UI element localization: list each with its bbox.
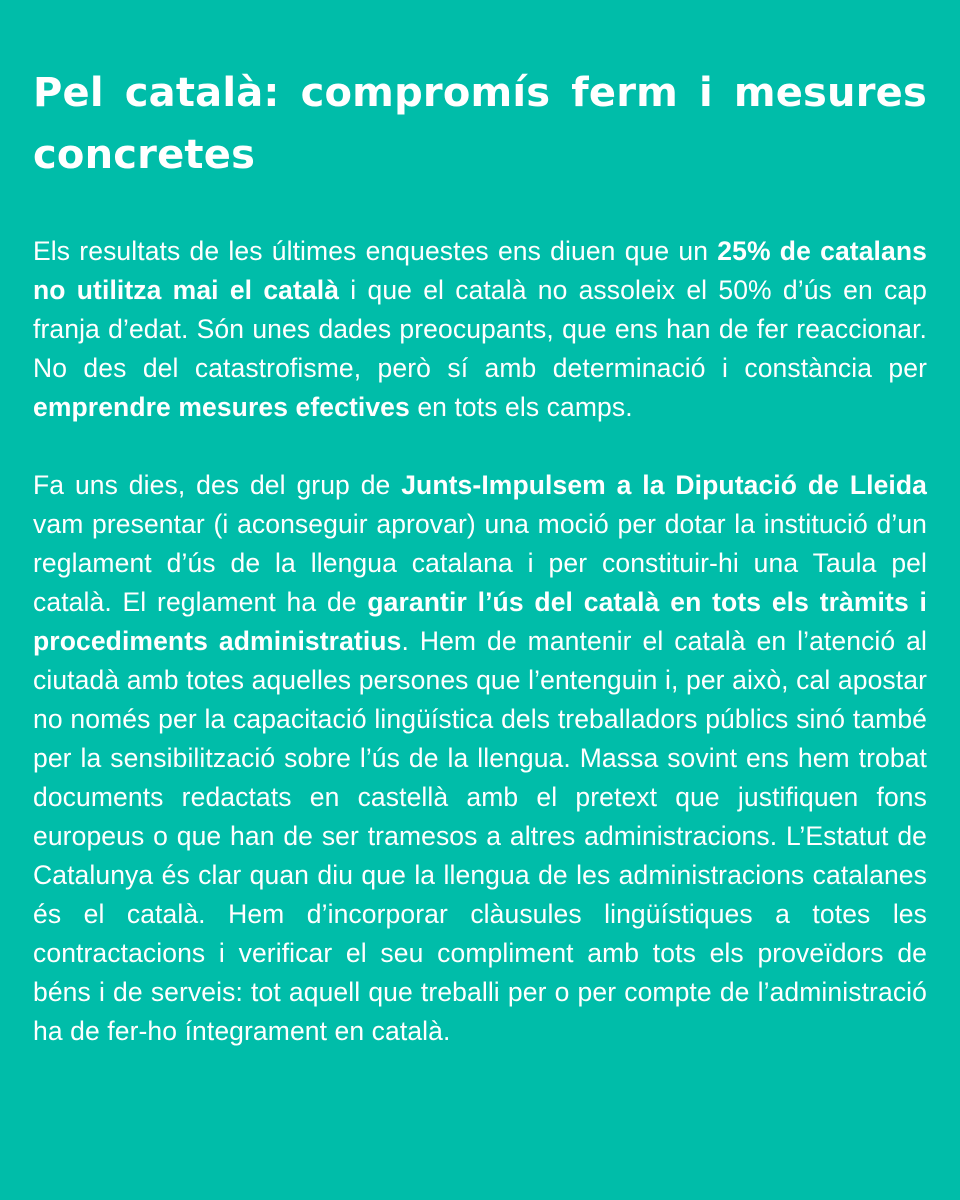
- paragraph-text: . Hem de mantenir el català en l’atenció al ciutadà amb totes aquelles persones que l’entenguin i, per això, cal apostar no només per la capacitació lingüística dels treballadors públics sinó també per la sensibilització sobre l’ús de la llengua. Massa sovint ens hem trobat documents redactats en castellà amb el pretext que justifiquen fons europeus o que han de ser tramesos a altres administracions. L’Estatut de Catalunya és clar quan diu que la llengua de les administracions catalanes és el català. Hem d’incorporar clàusules lingüístiques a totes les contractacions i verificar el seu compliment amb tots els proveïdors de béns i de serveis: tot aquell que treballi per o per compte de l’administració ha de fer-ho íntegrament en català.: [33, 626, 928, 1046]
- paragraph-text: i que el català no assoleix el 50% d’ús en cap franja d’edat. Són unes dades preocupants, que ens han de fer reaccionar. No des del catastrofisme, però sí amb determinació i constància per: [33, 275, 928, 383]
- paragraph-text: vam presentar (i aconseguir aprovar) una moció per dotar la institució d’un reglament d’ús de la llengua catalana i per constituir-hi una Taula pel català. El reglament ha de: [33, 509, 927, 617]
- paragraph-highlight: emprendre mesures efectives: [33, 392, 410, 422]
- paragraph-highlight: Junts-Impulsem a la Diputació de Lleida: [401, 470, 928, 500]
- page-title: Pel català: compromís ferm i mesures concretes: [33, 70, 927, 178]
- paragraph-intro: [33, 232, 927, 427]
- paragraph-motion: [33, 466, 927, 1051]
- paragraph-text: Fa uns dies, des del grup de: [33, 470, 402, 500]
- paragraph-text: en tots els camps.: [409, 392, 633, 422]
- paragraph-highlight: garantir l’ús del català en tots els tràmits i procediments administratius: [33, 587, 927, 656]
- paragraph-text: Els resultats de les últimes enquestes ens diuen que un: [33, 236, 718, 266]
- paragraph-highlight: 25% de catalans no utilitza mai el català: [33, 236, 927, 305]
